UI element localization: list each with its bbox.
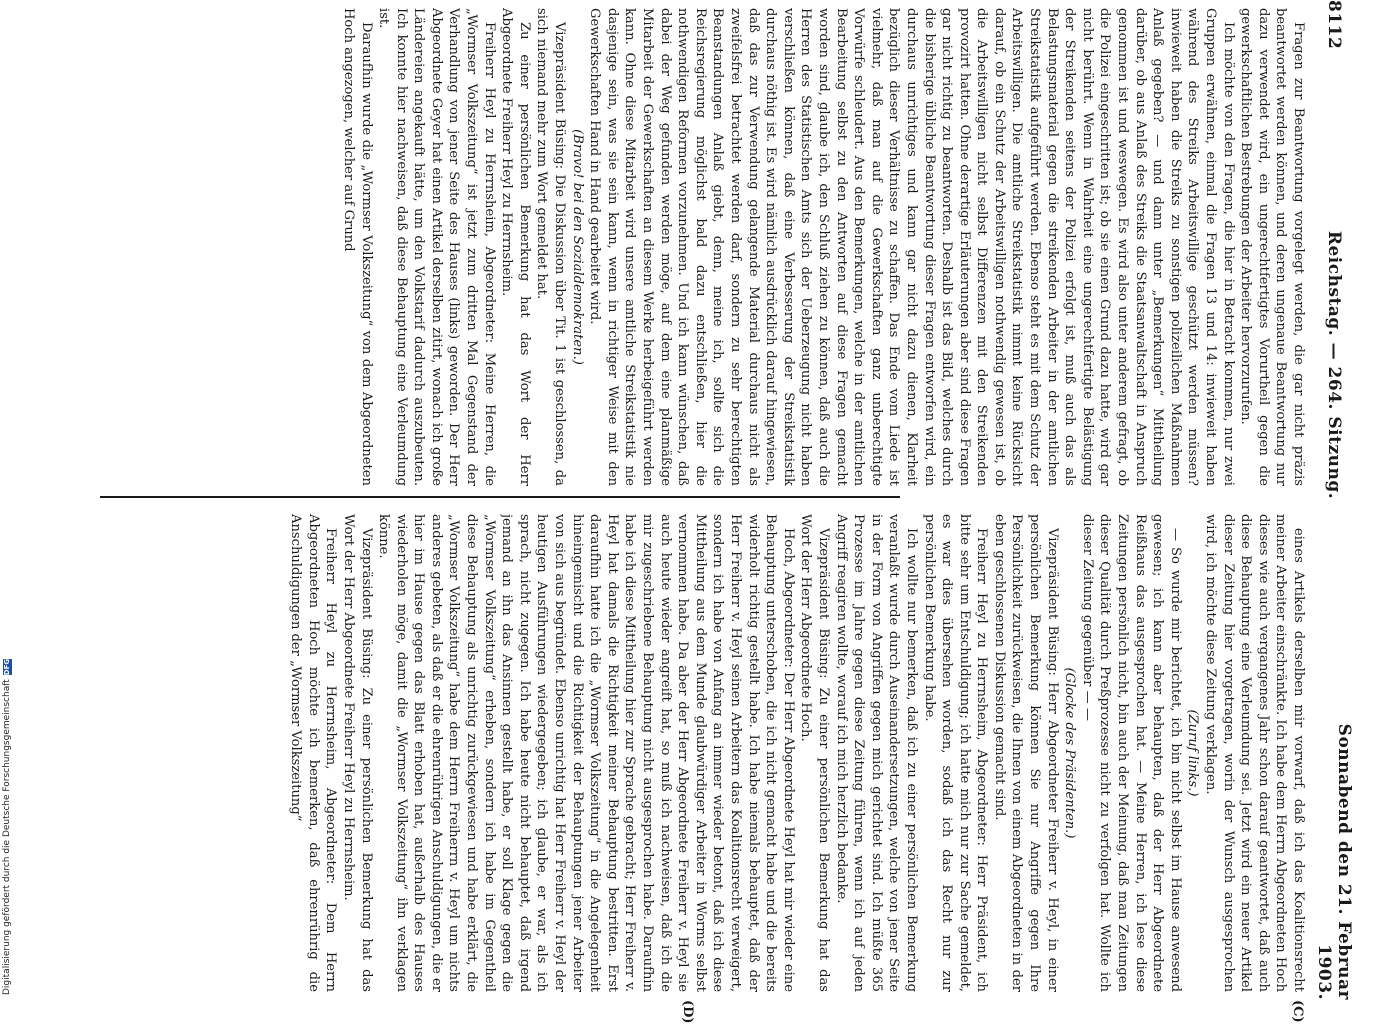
paragraph: — So wurde mir berichtet, ich bin nicht selbst im Hause anwesend gewesen; ich kann aber behaupten, daß der Herr Abgeordnete Reißhaus das ausgesprochen hat. — Meine Herren, ich lese diese Zeitungen persönlich nicht, bin auch der Meinung, daß man Zeitungen dieser Qualität durch Preßprozesse nicht zu verfolgen hat. Wollte ich dieser Zeitung gegenüber — — (1079, 514, 1183, 992)
paragraph: Ich möchte von den Fragen, die hier in Betracht kommen, nur zwei Gruppen erwähnen, einmal die Fragen 13 und 14: inwieweit haben während des Streiks Arbeitswillige geschützt werden müssen? inwieweit haben die Streiks zu sonstigen polizeilichen Maßnahmen Anlaß gegeben? — und dann unter „Bemerkungen“ Mittheilung darüber, ob aus Anlaß des Streiks die Staatsanwaltschaft in Anspruch genommen ist und weswegen. Es wird also unter anderem gefragt, ob die Polizei eingeschritten ist; ob sie einen Grund dazu hatte, wird gar nicht berührt. Wenn in Wahrheit eine ungerechtfertigte Belästigung der Streikenden seitens der Polizei erfolgt ist, muß auch das als Belastungsmaterial gegen die streikenden Arbeiter in der amtlichen Streikstatistik aufgeführt werden. Ebenso steht es mit dem Schutz der Arbeitswilligen. Die amtliche Streikstatistik nimmt keine Rücksicht darauf, ob ein Schutz der Arbeitswilligen nothwendig gewesen ist, ob die Arbeitswilligen nicht selbst Differenzen mit den Streikenden provozirt hatten. Ohne derartige Erläuterungen aber sind diese Fragen gar nicht richtig zu beantworten. Deshalb ist das Bild, welches durch die bisherige übliche Beantwortung dieser Fragen entworfen wird, ein durchaus unrichtiges und kann gar nicht dazu dienen, Klarheit bezüglich dieser Verhältnisse zu schaffen. Das Ende vom Liede ist vielmehr, daß man auf die Gewerkschaften ganz unberechtigte Vorwürfe schleudert. Aus den Bemerkungen, welche in der amtlichen Bearbeitung selbst zu den Antworten auf diese Fragen gemacht worden sind, glaube ich, den Schluß ziehen zu können, daß auch die Herren des Statistischen Amts sich der Ueberzeugung nicht haben verschließen können, daß eine Verbesserung der Streikstatistik durchaus nöthig ist. Es wird nämlich ausdrücklich darauf hingewiesen, daß das zur Verwendung gelangende Material durchaus nicht als zweifelsfrei betrachtet werden darf, sondern zu sehr berechtigten Beanstandungen Anlaß giebt, denn, meine ich, sollte sich die Reichsregierung möglichst bald dazu entschließen, hier die nothwendigen Reformen vorzunehmen. Und ich kann wünschen, daß dabei der Weg gefunden werden möge, auf dem eine planmäßige Mitarbeit der Gewerkschaften an diesem Werke herbeigeführt werden kann. Ohne diese Mitarbeit wird unsere amtliche Streikstatistik nie dasjenige sein, was sie sein kann, wenn in richtiger Weise mit den Gewerkschaften Hand in Hand gearbeitet wird. (587, 8, 1236, 486)
dfg-note-text: Digitalisierung gefördert durch die Deutsche Forschungsgemeinschaft (2, 679, 12, 995)
page-title: Reichstag. — 264. Sitzung. (1324, 230, 1344, 500)
paragraph: Vizepräsident Büsing: Die Diskussion über Tit. 1 ist geschlossen, da sich niemand mehr zum Wort gemeldet hat. (534, 8, 568, 486)
paragraph: Vizepräsident Büsing: Herr Abgeordneter Freiherr v. Heyl, in einer persönlichen Bemerkung können Sie nur Angriffe gegen Ihre Persönlichkeit zurückweisen, die Ihnen von einem Abgeordneten in der eben geschlossenen Diskussion gemacht sind. (991, 514, 1060, 992)
page-header (1313, 0, 1355, 1000)
margin-marker-d: (D) (680, 1000, 695, 1024)
bell-note: (Glocke des Präsidenten.) (1062, 667, 1078, 839)
column-divider (100, 496, 900, 498)
paragraph: Hoch, Abgeordneter: Der Herr Abgeordnete Heyl hat mir wieder eine Behauptung unterschoben, die ich nicht gemacht habe und die bereits widerholt richtig gestellt habe. Ich habe niemals behauptet, daß der Herr Freiherr v. Heyl seinen Arbeitern das Koalitionsrecht verweigert, sondern ich habe von Anfang an immer wieder betont, daß ich diese Mittheilung aus dem Munde glaubwürdiger Arbeiter in Worms selbst vernommen habe. Da aber der Herr Abgeordnete Freiherr v. Heyl sie auch heute wieder angreift hat, so muß ich nachweisen, daß ich die mir zugeschriebene Behauptung nicht ausgesprochen habe. Daraufhin habe ich diese Mittheilung hier zur Sprache gebracht; Herr Freiherr v. Heyl hat damals die Richtigkeit meiner Behauptung bestritten. Erst daraufhin hatte ich die „Wormser Volkszeitung“ in die Angelegenheit hineingemischt und die Richtigkeit der Behauptungen jener Arbeiter von sich aus begründet. Ebenso unrichtig hat Herr Freiherr v. Heyl der heutigen Ausführungen wiedergegeben; ich glaube, er war, als ich sprach, nicht zugegen. Ich habe heute nicht behauptet, daß irgend jemand an ihn das Ansinnen gestellt habe, er soll Klage gegen die „Wormser Volkszeitung“ erheben, sondern ich habe im Gegentheil diese Behauptung als unrichtig zurückgewiesen und habe erklärt, die „Wormser Volkszeitung“ habe dem Herrn Freiherrn v. Heyl um nichts anderes gebeten, als daß er die ehrenrührigen Anschuldigungen, die er hier im Hause gegen das Blatt erhoben hat, außerhalb des Hauses wiederholen möge, damit die „Wormser Volkszeitung“ ihn verklagen könne. (376, 514, 796, 992)
paragraph: Ich wollte nur bemerken, daß ich zu einer persönlichen Bemerkung veranlaßt wurde durch Auseinandersetzungen, welche von jener Seite in der Form von Angriffen gegen mich gerichtet sind. Ich müßte 365 Prozesse im Jahre gegen diese Zeitung führen, wenn ich auf jeden Angriff reagiren wollte, worauf ich mich herzlich bedanke. (833, 514, 919, 992)
right-column (102, 514, 1307, 992)
interjection-note: (Zuruf links.) (1185, 709, 1201, 797)
left-column (102, 8, 1307, 486)
paragraph: Freiherr Heyl zu Herrnsheim, Abgeordneter: Herr Präsident, ich bitte sehr um Entschuldigung; ich hatte mich nur zur Sache gemeldet, es war dies übersehen worden, sodaß ich das Recht nur zur persönlichen Bemerkung habe. (921, 514, 990, 992)
paragraph: Vizepräsident Büsing: Zu einer persönlichen Bemerkung hat das Wort der Herr Abgeordnete Hoch. (798, 514, 831, 992)
dfg-logo-icon: DFG (2, 658, 11, 676)
paragraph: Vizepräsident Büsing: Zu einer persönlichen Bemerkung hat das Wort der Herr Abgeordnete Freiherr Heyl zu Herrnsheim. (340, 514, 374, 992)
document-page (75, 0, 1355, 1024)
margin-marker-c: (C) (1290, 1000, 1305, 1023)
paragraph: Zu einer persönlichen Bemerkung hat das Wort der Herr Abgeordnete Freiherr Heyl zu Herrnsheim. (499, 8, 532, 486)
session-date: Sonnabend den 21. Februar 1903. (1314, 723, 1354, 1000)
page-number: 8112 (1324, 0, 1344, 50)
paragraph: Freiherr Heyl zu Herrnsheim, Abgeordneter: Dem Herrn Abgeordneten Hoch möchte ich bemerken, daß ehrenrührig die Anschuldigungen der „Wormser Volkszeitung“ (288, 514, 339, 992)
applause-note: (Bravo! bei den Sozialdemokraten.) (569, 129, 585, 365)
digitization-note (1, 0, 13, 995)
paragraph: eines Artikels derselben mir vorwarf, daß ich das Koalitionsrecht meiner Arbeiter einschränkte. Ich habe dem Herrn Abgeordneten Hoch dieses wie auch vergangenes Jahr schon darauf geantwortet, daß auch diese Behauptung eine Verleumdung sei. Jetzt wird ein neuer Artikel dieser Zeitung hier vorgetragen, worin der Wunsch ausgesprochen wird, ich möchte diese Zeitung verklagen. (1203, 514, 1306, 992)
paragraph: Freiherr Heyl zu Herrnsheim, Abgeordneter: Meine Herren, die „Wormser Volkszeitung“ ist jetzt zum dritten Mal Gegenstand der Verhandlung von jener Seite des Hauses (links) geworden. Der Herr Abgeordnete Geyer hat einen Artikel derselben zitirt, wonach ich große Ländereien angekauft hätte, um den Volkstarif dadurch auszubeuten. Ich konnte hier nachweisen, daß diese Behauptung eine Verleumdung ist. (376, 8, 497, 486)
paragraph: Fragen zur Beantwortung vorgelegt werden, die gar nicht präzis beantwortet werden können, und deren ungenaue Beantwortung nur dazu verwendet wird, ein ungerechtfertigtes Vorurtheil gegen die gewerkschaftlichen Bestrebungen der Arbeiter hervorzurufen. (1238, 8, 1306, 486)
paragraph: Daraufhin wurde die „Wormser Volkszeitung“ von dem Abgeordneten Hoch angezogen, welcher auf Grund (340, 8, 374, 486)
